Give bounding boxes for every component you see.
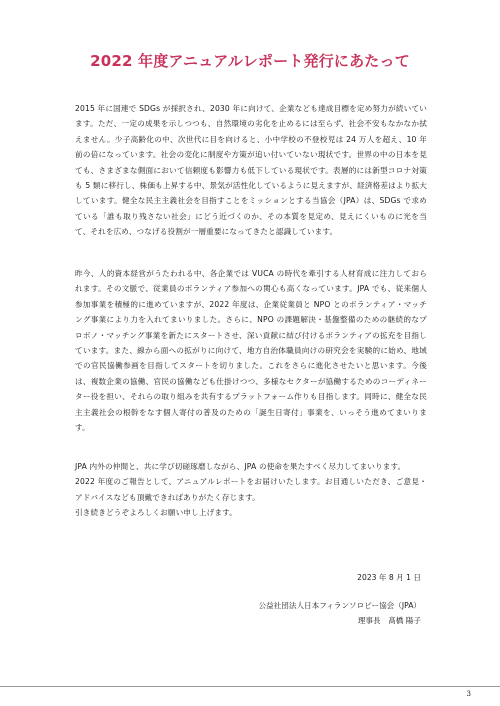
- signatory-name: 理事長 髙橋 陽子: [357, 616, 421, 625]
- page-number: 3: [466, 690, 471, 698]
- signature-block: [259, 598, 422, 628]
- paragraph-closing: JPA 内外の仲間と、共に学び切磋琢磨しながら、JPA の使命を果たすべく尽力してまいります。 2022 年度のご報告として、アニュアルレポートをお届けいたします。お目通しいただき、ご意見・アドバイスなども頂戴できればありがたく存じます。 引き続きどうぞよろしくお願い申し上げます。: [75, 462, 427, 518]
- paragraph-activities: 昨今、人的資本経営がうたわれる中、各企業では VUCA の時代を牽引する人材育成に注力しておられます。その文脈で、従業員のボランティア参加への関心も高くなっています。JPA でも、従来個人参加事業を積極的に進めていますが、2022 年度は、企業従業員と NPO とのボランティア・マッチング事業により力を入れてまいりました。さらに、NPO の課題解決・基盤整備のための継続的なプロボノ・マッチング事業を新たにスタートさせ、深い貢献に結び付けるボランティアの拡充を目指しています。また、線から面への拡がりに向けて、地方自治体職員向けの研究会を実験的に始め、地域での官民協働参画を目指してスタートを切りました。これをさらに進化させたいと思います。今後は、複数企業の協働、官民の協働なども仕掛けつつ、多様なセクターが協働するためのコーディネーター役を担い、それらの取り組みを共有するプラットフォーム作りも目指します。同時に、健全な民主主義社会の根幹をなす個人寄付の普及のための「誕生日寄付」事業を、いっそう進めてまいります。: [75, 269, 427, 433]
- organization-name: 公益社団法人日本フィランソロピー協会（JPA）: [258, 601, 421, 610]
- paragraph-intro: 2015 年に国連で SDGs が採択され、2030 年に向けて、企業なども達成目標を定め努力が続いています。ただ、一定の成果を示しつつも、自然環境の劣化を止めるには至らず、社会不安もなかなか拭えません。少子高齢化の中、次世代に目を向けると、小中学校の不登校児は 24 万人を超え、10 年前の倍になっています。社会の変化に制度や方策が追い付いていない現状です。世界の中の日本を見ても、さまざまな側面において信頼度も影響力も低下している現状です。表層的には新型コロナ対策も 5 類に移行し、株価も上昇する中、景気が活性化しているように見えますが、経済格差はより拡大しています。健全な民主主義社会を目指すことをミッションとする当協会（JPA）は、SDGs で求めている「誰も取り残さない社会」にどう近づくのか、その本質を見定め、見えにくいものに光を当て、それを広め、つなげる役割が一層重要になってきたと認識しています。: [75, 104, 427, 237]
- date-line: 2023 年 8 月 1 日: [357, 573, 421, 582]
- page-title: 2022 年度アニュアルレポート発行にあたって: [90, 52, 410, 70]
- footer-rule: [0, 686, 500, 687]
